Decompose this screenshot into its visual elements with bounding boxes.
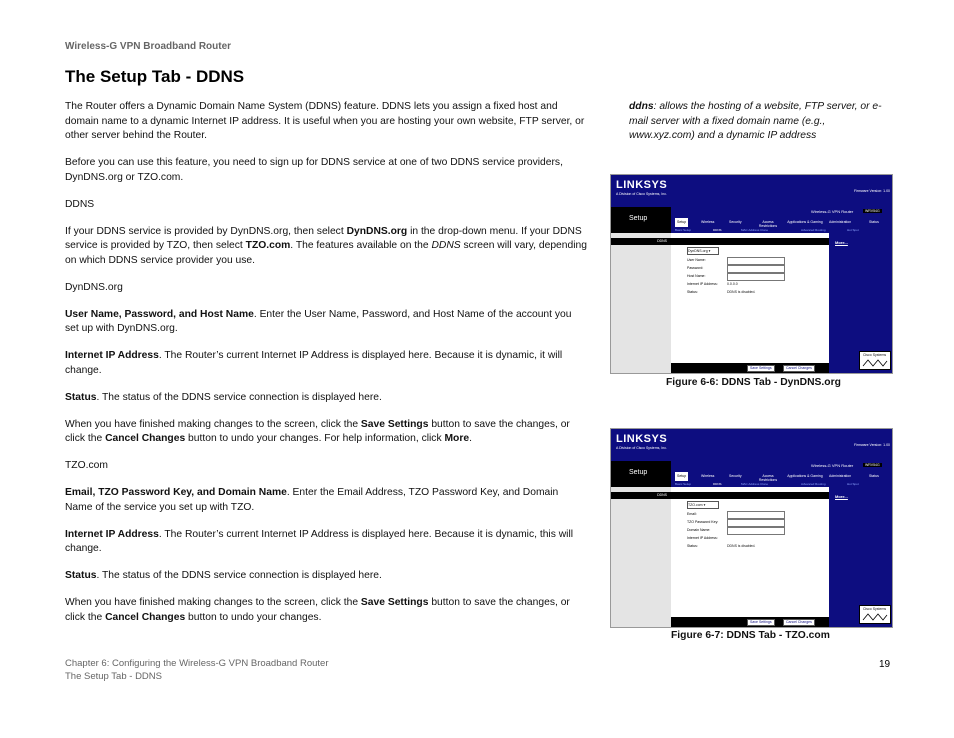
tab-wireless[interactable]: Wireless — [701, 474, 715, 478]
dyndns-save-paragraph: When you have finished making changes to the screen, click the Save Settings button to save the changes, or click the Cancel Changes button to undo your changes. For help information, click More. — [65, 418, 570, 444]
tab-applications-gaming[interactable]: Applications & Gaming — [787, 474, 823, 478]
tab-access-restrictions[interactable]: Access Restrictions — [758, 220, 778, 228]
cisco-logo: Cisco Systems — [859, 605, 891, 624]
linksys-logo: LINKSYS — [616, 179, 668, 191]
setup-label: Setup — [629, 469, 648, 476]
main-text — [65, 100, 587, 638]
ddns-provider-select[interactable]: DynDNS.org ▾ — [687, 247, 719, 255]
save-settings-button[interactable]: Save Settings — [747, 619, 775, 626]
more-link[interactable]: More... — [835, 240, 848, 245]
running-header: Wireless-G VPN Broadband Router — [65, 41, 232, 52]
figure-ddns-dyndns: LINKSYS A Division of Cisco Systems, Inc. Firmware Version: 1.00 Setup Wireless-G VPN Router WRV54G Setup Wireless Security Access Restrictions Applications & Gaming Administration Status Basic Setup DDNS MAC Address Clone Advanced Routing Hot Spot DDNS DynDNS.org ▾ User Name: Password: Host Name: Internet IP Address: 0.0.0.0 Status: DDNS is disabled. More... Save Settings Cancel Changes Cisco Systems — [610, 174, 893, 374]
domain-name-field[interactable] — [727, 527, 785, 535]
dyndns-status-paragraph: Status. The status of the DDNS service connection is displayed here. — [65, 391, 382, 403]
tab-administration[interactable]: Administration — [829, 220, 852, 224]
cancel-changes-button[interactable]: Cancel Changes — [783, 619, 815, 626]
page-title: The Setup Tab - DDNS — [65, 67, 245, 86]
setup-label: Setup — [629, 215, 648, 222]
ddns-definition-note: ddns: allows the hosting of a website, FTP server, or e-mail server with a fixed domain name (e.g., www.xyz.com) and a dynamic IP address — [629, 101, 882, 141]
tab-security[interactable]: Security — [729, 220, 742, 224]
ddns-form: DynDNS.org ▾ User Name: Password: Host Name: Internet IP Address: 0.0.0.0 Status: DDNS is disabled. — [671, 233, 829, 373]
figure-ddns-tzo: LINKSYS A Division of Cisco Systems, Inc. Firmware Version: 1.00 Setup Wireless-G VPN Router WRV54G Setup Wireless Security Access Restrictions Applications & Gaming Administration Status Basic Setup DDNS MAC Address Clone Advanced Routing Hot Spot DDNS TZO.com ▾ Email: TZO Password Key: Domain Name: Internet IP Address: Status: DDNS is disabled. More... Save Settings Cancel Changes Cisco Systems — [610, 428, 893, 628]
firmware-version: Firmware Version: 1.00 — [854, 443, 890, 447]
password-field[interactable] — [727, 265, 785, 273]
more-link[interactable]: More... — [835, 494, 848, 499]
intro-paragraph: The Router offers a Dynamic Domain Name System (DDNS) feature. DDNS lets you assign a fixed host and domain name to a dynamic Internet IP address. It is useful when you are hosting your own website, FTP server, or other server behind the Router. — [65, 101, 585, 141]
tzo-credentials-paragraph: Email, TZO Password Key, and Domain Name. Enter the Email Address, TZO Password Key, and Domain Name of the service you set up with TZO. — [65, 487, 559, 513]
main-tabs — [671, 217, 892, 228]
tab-security[interactable]: Security — [729, 474, 742, 478]
tab-status[interactable]: Status — [869, 474, 879, 478]
save-settings-button[interactable]: Save Settings — [747, 365, 775, 372]
sub-tabs: Basic Setup DDNS MAC Address Clone Advanced Routing Hot Spot — [671, 482, 892, 487]
cisco-logo: Cisco Systems — [859, 351, 891, 370]
tzo-ip-paragraph: Internet IP Address. The Router’s current Internet IP Address is displayed here. Because it is dynamic, this will change. — [65, 528, 574, 554]
page-number: 19 — [879, 659, 891, 670]
footer — [65, 657, 329, 683]
firmware-version: Firmware Version: 1.00 — [854, 189, 890, 193]
figure-caption-tzo: Figure 6-7: DDNS Tab - TZO.com — [671, 630, 830, 641]
provider-paragraph: If your DDNS service is provided by DynDNS.org, then select DynDNS.org in the drop-down menu. If your DDNS service is provided by TZO, then select TZO.com. The features available on the DDNS screen will vary, depending on which DDNS service provider you use. — [65, 225, 587, 266]
email-field[interactable] — [727, 511, 785, 519]
linksys-logo: LINKSYS — [616, 433, 668, 445]
ddns-provider-select[interactable]: TZO.com ▾ — [687, 501, 719, 509]
tzo-status-paragraph: Status. The status of the DDNS service connection is displayed here. — [65, 570, 382, 581]
tzo-heading: TZO.com — [65, 460, 108, 471]
footer-section: The Setup Tab - DDNS — [65, 671, 162, 682]
main-tabs — [671, 471, 892, 482]
tab-status[interactable]: Status — [869, 220, 879, 224]
username-field[interactable] — [727, 257, 785, 265]
tab-access-restrictions[interactable]: Access Restrictions — [758, 474, 778, 482]
hostname-field[interactable] — [727, 273, 785, 281]
dyndns-ip-paragraph: Internet IP Address. The Router’s current Internet IP Address is displayed here. Because it is dynamic, it will change. — [65, 350, 563, 376]
signup-paragraph: Before you can use this feature, you need to sign up for DDNS service at one of two DDNS service providers, DynDNS.org or TZO.com. — [65, 157, 563, 183]
tab-administration[interactable]: Administration — [829, 474, 852, 478]
footer-chapter: Chapter 6: Configuring the Wireless-G VPN Broadband Router — [65, 658, 329, 669]
ddns-heading: DDNS — [65, 198, 95, 210]
tzo-save-paragraph: When you have finished making changes to the screen, click the Save Settings button to save the changes, or click the Cancel Changes button to undo your changes. — [65, 597, 570, 623]
tzo-password-field[interactable] — [727, 519, 785, 527]
sub-tabs: Basic Setup DDNS MAC Address Clone Advanced Routing Hot Spot — [671, 228, 892, 233]
figure-caption-dyndns: Figure 6-6: DDNS Tab - DynDNS.org — [666, 377, 841, 388]
tab-applications-gaming[interactable]: Applications & Gaming — [787, 220, 823, 224]
dyndns-credentials-paragraph: User Name, Password, and Host Name. Enter the User Name, Password, and Host Name of the account you set up with DynDNS.org. — [65, 308, 572, 334]
tab-setup[interactable]: Setup — [675, 218, 688, 227]
dyndns-heading: DynDNS.org — [65, 281, 123, 293]
ddns-form: TZO.com ▾ Email: TZO Password Key: Domain Name: Internet IP Address: Status: DDNS is disabled. — [671, 487, 829, 627]
tab-setup[interactable]: Setup — [675, 472, 688, 481]
tab-wireless[interactable]: Wireless — [701, 220, 715, 224]
cancel-changes-button[interactable]: Cancel Changes — [783, 365, 815, 372]
